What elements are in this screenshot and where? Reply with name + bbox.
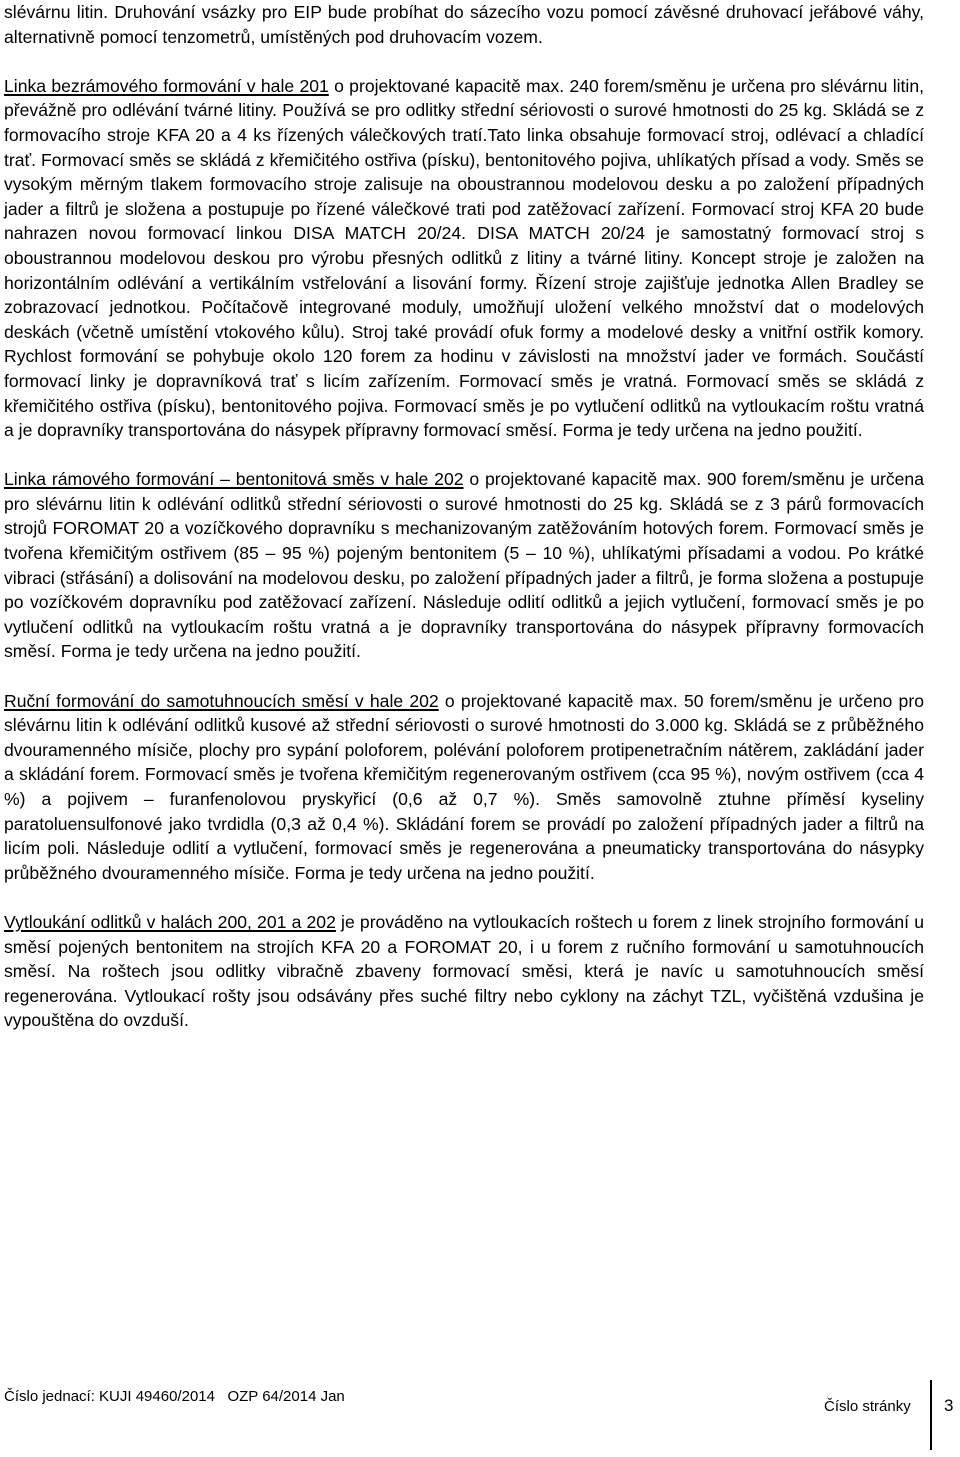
section-heading-frame-line: Linka rámového formování – bentonitová směs v hale 202: [4, 469, 464, 490]
page-number: 3: [944, 1396, 954, 1415]
paragraph-text: o projektované kapacitě max. 900 forem/směnu je určena pro slévárnu litin k odlévání odlitků střední sériovosti o surové hmotnosti do 25 kg. Skládá se z 3 párů formovacích strojů FOROMAT 20 a vozíčkového dopravníku s mechanizovaným zatěžováním hotových forem. Formovací směs je tvořena křemičitým ostřivem (85 – 95 %) pojeným bentonitem (5 – 10 %), uhlíkatými přísadami a vodou. Po krátké vibraci (střásání) a dolisování na modelovou desku, po založení případných jader a filtrů, je forma složena a postupuje po vozíčkovém dopravníku pod zatěžovací zařízení. Následuje odlití odlitků a jejich vytlučení, formovací směs je po vytlučení odlitků na vytloukacím roštu vratná a je dopravníky transportována do násypek přípravny formovacích směsí. Forma je tedy určena na jedno použití.: [4, 469, 924, 662]
paragraph-text: o projektované kapacitě max. 240 forem/směnu je určena pro slévárnu litin, převážně pro odlévání tvárné litiny. Používá se pro odlitky střední sériovosti o surové hmotnosti do 25 kg. Skládá se z formovacího stroje KFA 20 a 4 ks řízených válečkových tratí.Tato linka obsahuje formovací stroj, odlévací a chladící trať. Formovací směs se skládá z křemičitého ostřiva (písku), bentonitového pojiva, uhlíkatých přísad a vody. Směs se vysokým měrným tlakem formovacího stroje zalisuje na oboustrannou modelovou desku a po založení případných jader a filtrů je složena a postupuje po řízené válečkové trati pod zatěžovací zařízení. Formovací stroj KFA 20 bude nahrazen novou formovací linkou DISA MATCH 20/24. DISA MATCH 20/24 je samostatný formovací stroj s oboustrannou modelovou deskou pro výrobu přesných odlitků z litiny a tvárné litiny. Koncept stroje je založen na horizontálním odlévání a vertikálním vstřelování a lisování formy. Řízení stroje zajišťuje jednotka Allen Bradley se zobrazovací jednotkou. Počítačově integrované moduly, umožňují uložení velkého množství dat o modelových deskách (včetně umístění vtokového kůlu). Stroj také provádí ofuk formy a modelové desky a vnitřní ostřik komory. Rychlost formování se pohybuje okolo 120 forem za hodinu v závislosti na množství jader ve formách. Součástí formovací linky je dopravníková trať s licím zařízením. Formovací směs je vratná. Formovací směs se skládá z křemičitého ostřiva (písku), bentonitového pojiva. Formovací směs je po vytlučení odlitků na vytloukacím roštu vratná a je dopravníky transportována do násypek přípravny formovací směsí. Forma je tedy určena na jedno použití.: [4, 75, 924, 441]
paragraph-casting-knockout: [4, 910, 924, 1033]
section-heading-frameless-line: Linka bezrámového formování v hale 201: [4, 75, 329, 96]
footer-reference-number: Číslo jednací: KUJI 49460/2014 OZP 64/2014 Jan: [4, 1388, 345, 1405]
paragraph-text: o projektované kapacitě max. 50 forem/směnu je určeno pro slévárnu litin k odlévání odlitků kusové až střední sériovosti o surové hmotnosti do 3.000 kg. Skládá se z průběžného dvouramenného mísiče, plochy pro sypání poloforem, polévání poloforem protipenetračním nátěrem, zakládání jader a skládání forem. Formovací směs je tvořena křemičitým regenerovaným ostřivem (cca 95 %), novým ostřivem (cca 4 %) a pojivem – furanfenolovou pryskyřicí (0,6 až 0,7 %). Směs samovolně ztuhne příměsí kyseliny paratoluensulfonové jako tvrdidla (0,3 až 0,4 %). Skládání forem se provádí po založení případných jader a filtrů na licím poli. Následuje odlití a vytlučení, formovací směs je regenerována a pneumaticky transportována do násypky průběžného dvouramenného mísiče. Forma je tedy určena na jedno použití.: [4, 690, 924, 883]
footer-divider: [930, 1380, 932, 1450]
paragraph-frame-line: [4, 467, 924, 664]
paragraph-text: je prováděno na vytloukacích roštech u forem z linek strojního formování u směsí pojených bentonitem na strojích KFA 20 a FOROMAT 20, i u forem z ručního formování u samotuhnoucích směsí. Na roštech jsou odlitky vibračně zbaveny formovací směsi, která je navíc u samotuhnoucích směsí regenerována. Vytloukací rošty jsou odsávány přes suché filtry nebo cyklony na záchyt TZL, vyčištěná vzdušina je vypouštěna do ovzduší.: [4, 911, 924, 1031]
paragraph-frameless-line: [4, 74, 924, 443]
paragraph-intro-continuation: [4, 0, 924, 49]
footer-page-label: Číslo stránky: [824, 1398, 911, 1415]
page-footer: [0, 1380, 960, 1450]
paragraph-manual-molding: [4, 689, 924, 886]
paragraph-text: slévárnu litin. Druhování vsázky pro EIP bude probíhat do sázecího vozu pomocí závěsné druhovací jeřábové váhy, alternativně pomocí tenzometrů, umístěných pod druhovacím vozem.: [4, 2, 924, 47]
section-heading-manual-molding: Ruční formování do samotuhnoucích směsí v hale 202: [4, 690, 439, 711]
document-body: [4, 0, 924, 1033]
section-heading-casting-knockout: Vytloukání odlitků v halách 200, 201 a 202: [4, 911, 336, 932]
